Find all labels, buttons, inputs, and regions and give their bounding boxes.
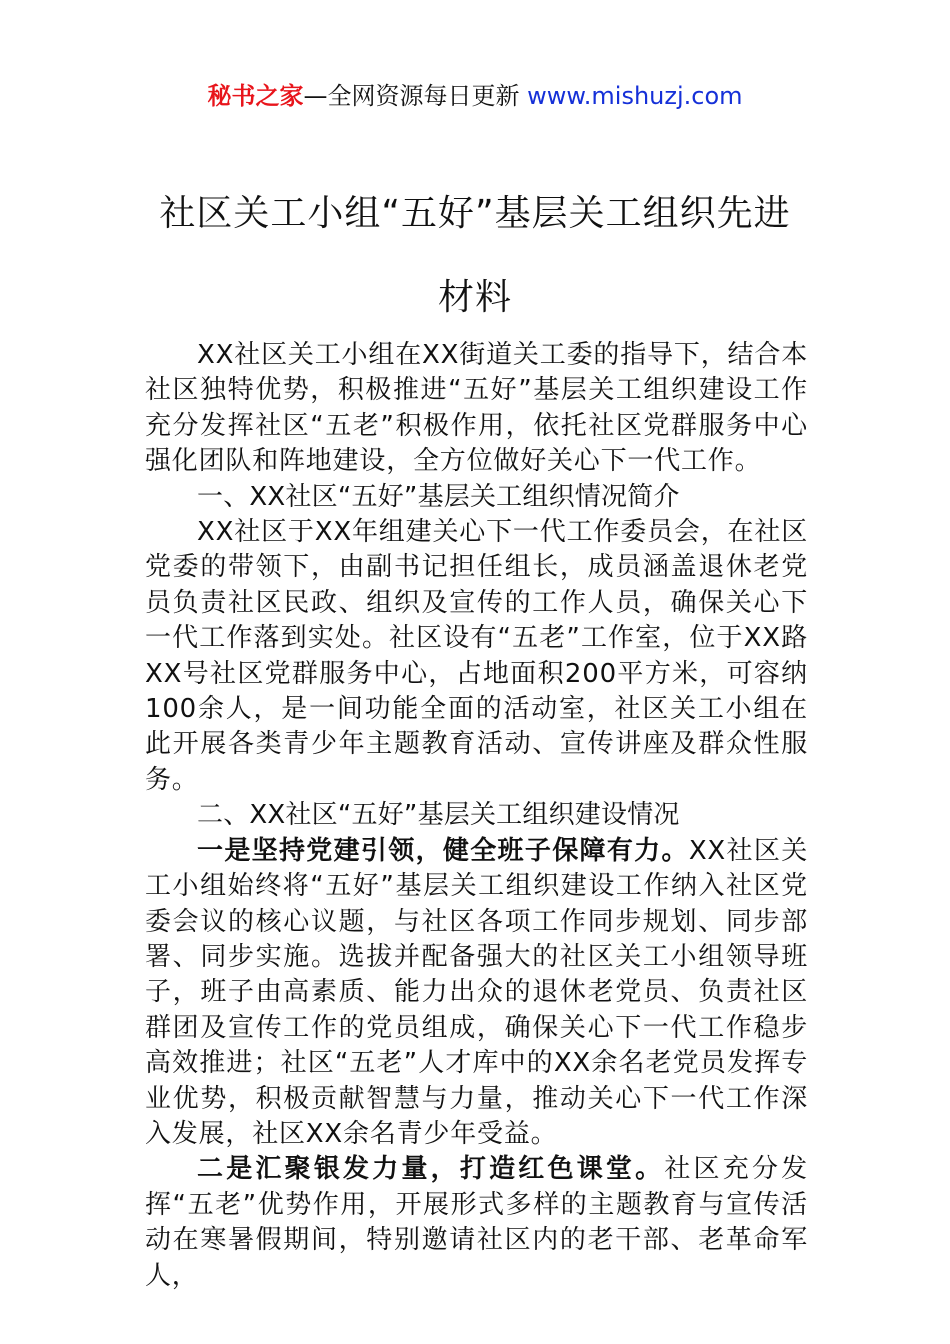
point-one-lead: 一是坚持党建引领，健全班子保障有力。: [197, 835, 689, 866]
point-one-text: XX社区关工小组始终将“五好”基层关工组织建设工作纳入社区党委会议的核心议题，与社区各项工作同步规划、同步部署、同步实施。选拔并配备强大的社区关工小组领导班子，班子由高素质、能力出众的退休老党员、负责社区群团及宣传工作的党员组成，确保关心下一代工作稳步高效推进；社区“五老”人才库中的XX余名老党员发挥专业优势，积极贡献智慧与力量，推动关心下一代工作深入发展，社区XX余名青少年受益。: [145, 835, 809, 1149]
brand-name: 秘书之家: [207, 82, 304, 110]
title-line-1: 社区关工小组“五好”基层关工组织先进: [159, 193, 791, 234]
point-one-paragraph: [145, 834, 808, 1153]
document-title: [120, 172, 830, 340]
section-heading-2: 二、XX社区“五好”基层关工组织建设情况: [197, 800, 680, 831]
intro-paragraph: XX社区关工小组在XX街道关工委的指导下，结合本社区独特优势，积极推进“五好”基层关工组织建设工作充分发挥社区“五老”积极作用，依托社区党群服务中心强化团队和阵地建设，全方位做好关心下一代工作。: [145, 340, 808, 477]
site-link[interactable]: www.mishuzj.com: [527, 82, 743, 110]
point-two-paragraph: [145, 1152, 808, 1294]
site-header: [0, 80, 950, 112]
header-tagline: —全网资源每日更新: [303, 82, 528, 110]
section-heading-1: 一、XX社区“五好”基层关工组织情况简介: [197, 481, 680, 512]
overview-paragraph: XX社区于XX年组建关心下一代工作委员会，在社区党委的带领下，由副书记担任组长，成员涵盖退休老党员负责社区民政、组织及宣传的工作人员，确保关心下一代工作落到实处。社区设有“五老”工作室，位于XX路XX号社区党群服务中心，占地面积200平方米，可容纳100余人，是一间功能全面的活动室，社区关工小组在此开展各类青少年主题教育活动、宣传讲座及群众性服务。: [145, 517, 808, 795]
title-line-2: 材料: [437, 277, 512, 318]
point-two-lead: 二是汇聚银发力量，打造红色课堂。: [197, 1154, 665, 1185]
point-two-text: 社区充分发挥“五老”优势作用，开展形式多样的主题教育与宣传活动在寒暑假期间，特别邀请社区内的老干部、老革命军人，: [145, 1154, 808, 1291]
document-body: [145, 338, 808, 1294]
